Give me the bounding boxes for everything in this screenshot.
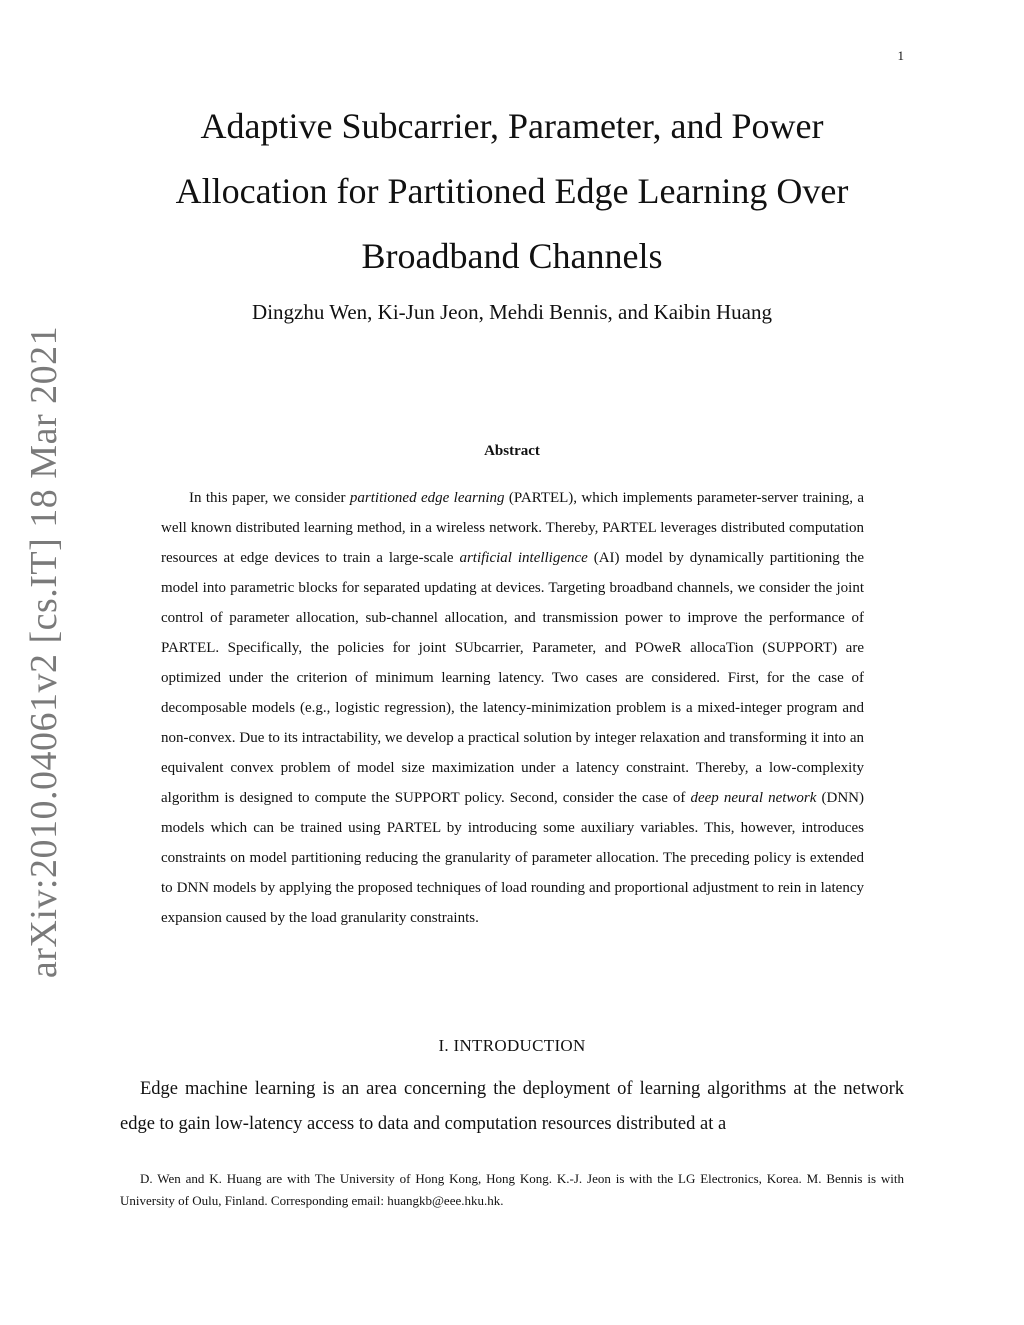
abstract-segment: (PARTEL), which implements parameter-server training, a well known distributed learning method, in a wireless network. Thereby, PARTEL leverages distributed computation resources at edge devices to train a large-scale — [161, 490, 865, 566]
section-title-initial: I — [453, 1036, 460, 1055]
page-number: 1 — [897, 48, 904, 63]
abstract-segment: (DNN) models which can be trained using PARTEL by introducing some auxiliary variables. This, however, introduces constraints on model partitioning reducing the granularity of parameter allocation. The preceding policy is extended to DNN models by applying the proposed techniques of load rounding and proportional adjustment to rein in latency expansion caused by the load granularity constraints. — [161, 790, 864, 926]
title-line-2: Allocation for Partitioned Edge Learning Over — [175, 171, 849, 211]
abstract-segment: (AI) model by dynamically partitioning the model into parametric blocks for separated updating at devices. Targeting broadband channels, we consider the joint control of parameter allocation, sub-channel allocation, and transmission power to improve the performance of PARTEL. Specifically, the policies for joint SUbcarrier, Parameter, and POweR allocaTion (SUPPORT) are optimized under the criterion of minimum learning latency. Two cases are considered. First, for the case of decomposable models (e.g., logistic regression), the latency-minimization problem is a mixed-integer program and non-convex. Due to its intractability, we develop a practical solution by integer relaxation and transforming it into an equivalent convex problem of model size maximization under a latency constraint. Thereby, a low-complexity algorithm is designed to compute the SUPPORT policy. Second, consider the case of — [161, 550, 864, 806]
section-number: I. — [438, 1036, 449, 1055]
section-title-rest: NTRODUCTION — [459, 1036, 586, 1055]
author-affiliation-footnote: D. Wen and K. Huang are with The University of Hong Kong, Hong Kong. K.-J. Jeon is with the LG Electronics, Korea. M. Bennis is with University of Oulu, Finland. Corresponding email: huangkb@eee.hku.hk. — [120, 1171, 904, 1208]
author-list: Dingzhu Wen, Ki-Jun Jeon, Mehdi Bennis, and Kaibin Huang — [252, 300, 772, 324]
title-line-1: Adaptive Subcarrier, Parameter, and Power — [200, 106, 824, 146]
abstract-emphasis: partitioned edge learning — [349, 490, 505, 506]
introduction-paragraph: Edge machine learning is an area concerning the deployment of learning algorithms at the network edge to gain low-latency access to data and computation resources distributed at a — [120, 1079, 904, 1134]
title-line-3: Broadband Channels — [361, 236, 663, 276]
paper-title — [120, 94, 904, 289]
abstract-emphasis: artificial intelligence — [459, 550, 588, 566]
abstract-heading: Abstract — [484, 443, 540, 459]
section-heading-introduction — [120, 1036, 904, 1056]
abstract-segment: In this paper, we consider — [189, 490, 350, 506]
abstract-text — [161, 483, 864, 933]
abstract-emphasis: deep neural network — [690, 790, 817, 806]
arxiv-identifier-stamp: arXiv:2010.04061v2 [cs.IT] 18 Mar 2021 — [23, 325, 65, 979]
